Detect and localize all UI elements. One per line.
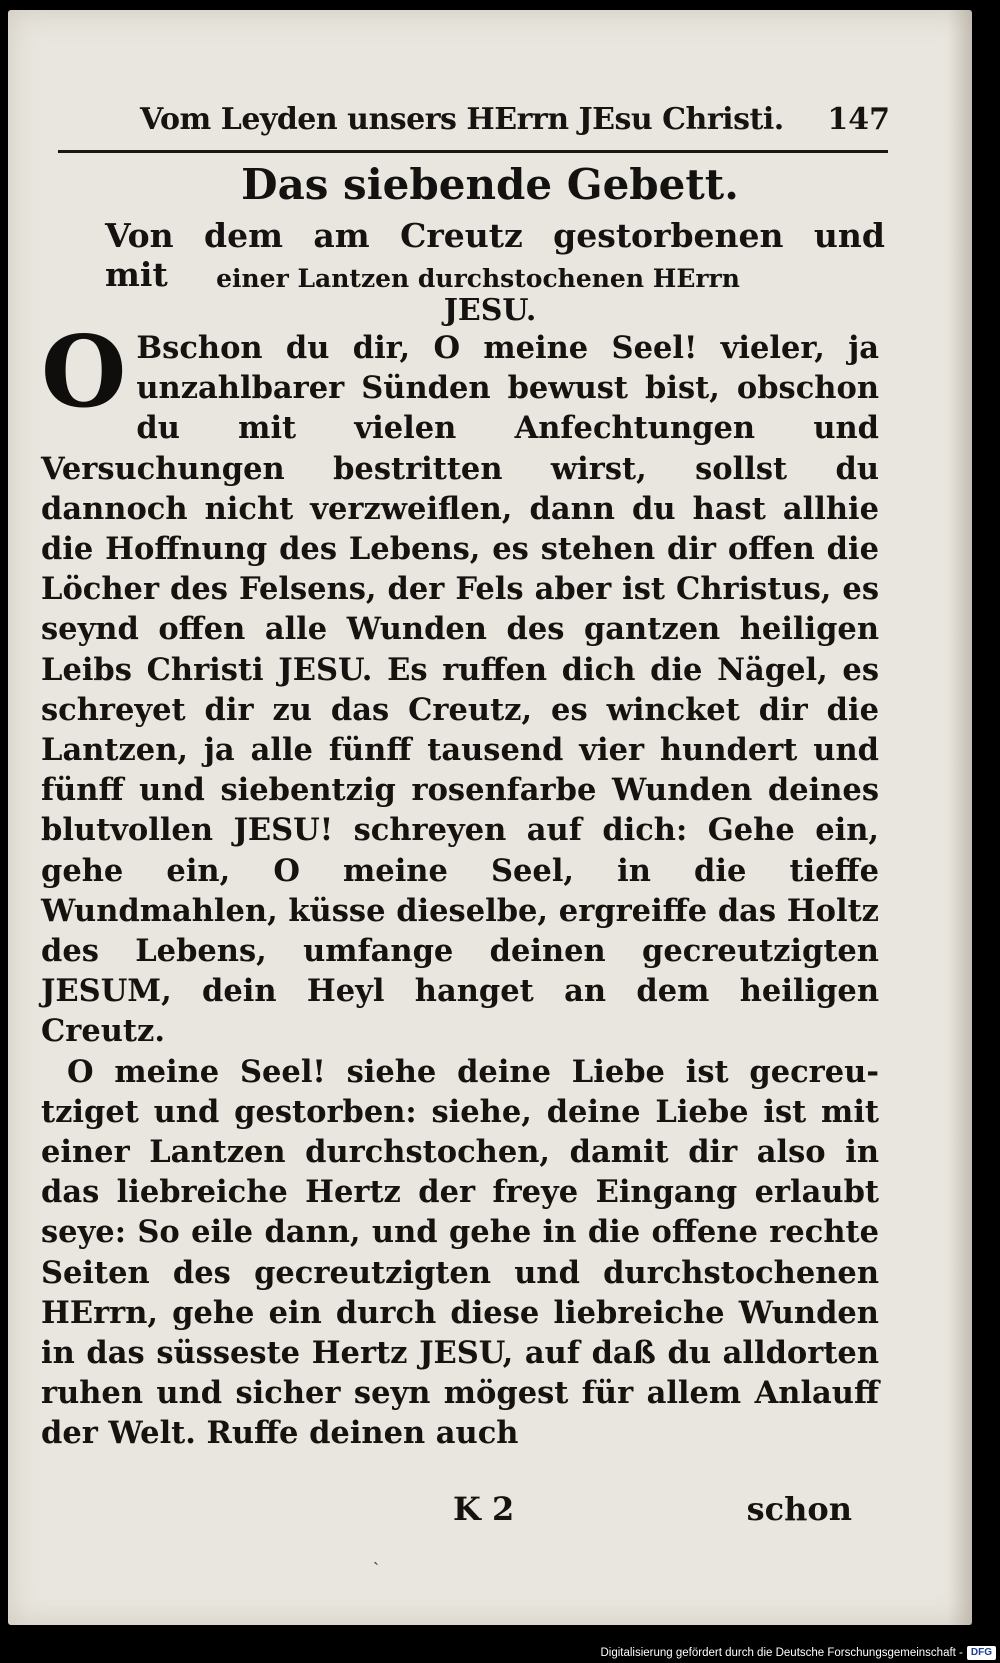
footer-credit-text: Digitalisierung gefördert durch die Deutsche Forschungsgemeinschaft -: [600, 1647, 963, 1659]
paragraph-2: O meine Seel! siehe deine Liebe ist gecreutziget und gestorben: siehe, deine Liebe ist mit einer Lantzen durchstochen, damit dir also in das liebreiche Hertz der freye Eingang erlaubt seye: So eile dann, und gehe in die offene rechte Seiten des gecreutzigten und durchstochenen HErrn, gehe ein durch diese liebreiche Wunden in das süsseste Hertz JESU, auf daß du alldorten ruhen und sicher seyn mögest für allem Anlauff der Welt. Ruffe deinen auch: [41, 1053, 879, 1452]
signature-mark: K 2: [453, 1490, 515, 1528]
dfg-logo: DFG: [967, 1646, 996, 1660]
page-number: 147: [827, 102, 890, 137]
catchword: schon: [746, 1490, 852, 1528]
book-page: [8, 10, 972, 1625]
paragraph-1: [41, 315, 879, 1052]
chapter-subtitle-line-3: JESU.: [443, 293, 537, 328]
body-text: [41, 315, 879, 1454]
running-head-title: Vom Leyden unsers HErrn JEsu Christi.: [140, 102, 784, 137]
running-head: [58, 98, 890, 148]
chapter-subtitle-line-2: einer Lantzen durchstochenen HErrn: [216, 264, 740, 293]
drop-cap: O: [41, 315, 127, 430]
digitization-footer: [600, 1644, 996, 1662]
page-edge-shadow: [948, 10, 972, 1625]
chapter-title: Das siebende Gebett.: [241, 160, 739, 209]
ink-mark: ˏ: [373, 1545, 379, 1566]
paragraph-1-text: Bschon du dir, O meine Seel! vieler, ja unzahlbarer Sünden bewust bist, obschon du mit vielen Anfechtungen und Versuchungen bestritten wirst, sollst du dannoch nicht verzweiflen, dann du hast allhie die Hoffnung des Lebens, es stehen dir offen die Löcher des Felsens, der Fels aber ist Christus, es seynd offen alle Wunden des gantzen heiligen Leibs Christi JESU. Es ruffen dich die Nägel, es schreyet dir zu das Creutz, es wincket dir die Lantzen, ja alle fünff tausend vier hundert und fünff und siebentzig rosenfarbe Wunden deines blutvollen JESU! schreyen auf dich: Gehe ein, gehe ein, O meine Seel, in die tieffe Wundmahlen, küsse dieselbe, ergreiffe das Holtz des Lebens, umfange deinen gecreutzigten JESUM, dein Heyl hanget an dem heiligen Creutz.: [41, 330, 879, 1050]
header-rule: [58, 150, 888, 153]
chapter-subtitle-line-1: Von dem am Creutz gestorbenen und mit: [105, 216, 885, 294]
